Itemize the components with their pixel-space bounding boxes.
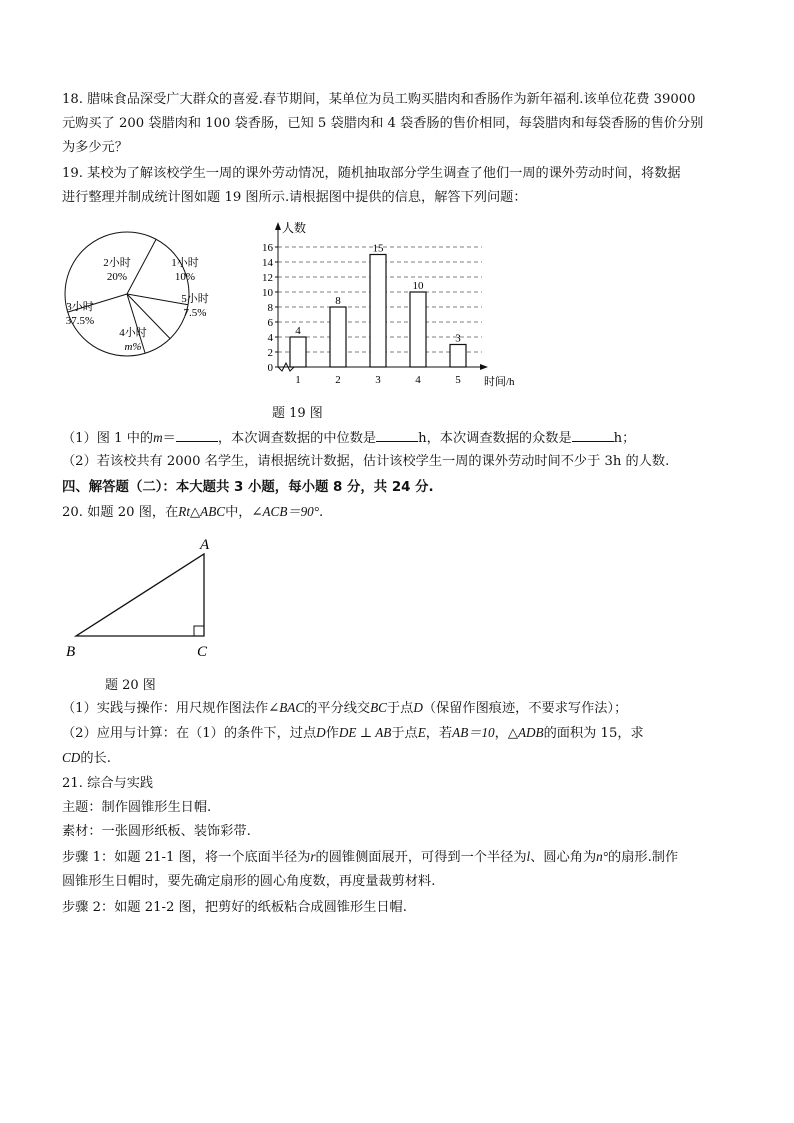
x-tick-label: 2 bbox=[335, 374, 341, 386]
pie-slice-value: 20% bbox=[106, 271, 128, 283]
y-tick-label: 2 bbox=[267, 347, 273, 359]
q18-line2: 元购买了 200 袋腊肉和 100 袋香肠，已知 5 袋腊肉和 4 袋香肠的售价相同，每袋腊肉和每袋香肠的售价分别 bbox=[62, 116, 704, 131]
q20-sub1: （1）实践与操作：用尺规作图法作∠BAC的平分线交BC于点D（保留作图痕迹，不要求写作法）； bbox=[62, 700, 628, 716]
label-b: B bbox=[66, 644, 76, 660]
answer-blank-median[interactable] bbox=[376, 427, 418, 442]
label-c: C bbox=[197, 644, 208, 660]
x-axis-label: 时间/h bbox=[484, 376, 515, 388]
y-tick-label: 4 bbox=[267, 332, 273, 344]
x-tick-label: 5 bbox=[455, 374, 461, 386]
bar bbox=[410, 292, 426, 367]
bar-data-label: 10 bbox=[412, 280, 424, 292]
q21-theme: 主题：制作圆锥形生日帽. bbox=[62, 800, 212, 815]
y-tick-label: 6 bbox=[267, 317, 273, 329]
x-tick-label: 1 bbox=[295, 374, 301, 386]
section4-heading: 四、解答题（二）：本大题共 3 小题，每小题 8 分，共 24 分. bbox=[62, 480, 434, 495]
bar bbox=[450, 345, 466, 368]
bar-data-label: 15 bbox=[372, 242, 384, 255]
q19-line1: 19. 某校为了解该校学生一周的课外劳动情况，随机抽取部分学生调查了他们一周的课外劳动时间，将数据 bbox=[62, 166, 681, 181]
pie-slice-value: 37.5% bbox=[65, 315, 95, 327]
bar-data-label: 3 bbox=[455, 332, 461, 345]
pie-slice-label: 4小时 bbox=[119, 327, 147, 339]
q19-sub1: （1）图 1 中的m＝ ，本次调查数据的中位数是 h，本次调查数据的众数是 h； bbox=[62, 426, 732, 451]
pie-slice-label: 2小时 bbox=[103, 257, 131, 269]
bar-chart bbox=[250, 216, 540, 388]
pie-slice-divider-5 bbox=[127, 239, 156, 294]
bar bbox=[370, 255, 386, 368]
q21-step1: 步骤 1：如题 21-1 图，将一个底面半径为r的圆锥侧面展开，可得到一个半径为l、圆心角为n°的扇形.制作 bbox=[62, 849, 679, 865]
y-tick-label: 0 bbox=[267, 362, 273, 374]
y-axis-label: 人数 bbox=[282, 221, 307, 235]
triangle-figure bbox=[60, 532, 230, 662]
answer-blank-m[interactable] bbox=[176, 427, 218, 442]
right-angle-mark bbox=[194, 626, 204, 636]
q18-line1: 18. 腊味食品深受广大群众的喜爱.春节期间，某单位为员工购买腊肉和香肠作为新年福利.该单位花费 39000 bbox=[62, 92, 696, 107]
pie-slice-label: 1小时 bbox=[171, 257, 199, 269]
pie-slice-label: 3小时 bbox=[66, 301, 94, 313]
q20-intro: 20. 如题 20 图，在Rt△ABC中，∠ACB＝90°. bbox=[62, 504, 324, 520]
x-tick-label: 4 bbox=[415, 374, 421, 386]
pie-slice-value: 10% bbox=[174, 271, 196, 283]
q19-sub2: （2）若该校共有 2000 名学生，请根据统计数据，估计该校学生一周的课外劳动时间不少于 3h 的人数. bbox=[62, 454, 670, 469]
q21-step2: 步骤 2：如题 21-2 图，把剪好的纸板粘合成圆锥形生日帽. bbox=[62, 900, 407, 915]
y-tick-label: 12 bbox=[262, 272, 273, 284]
y-tick-label: 8 bbox=[267, 302, 273, 314]
triangle-abc bbox=[76, 554, 204, 636]
q19-figure-caption: 题 19 图 bbox=[272, 406, 323, 421]
answer-blank-mode[interactable] bbox=[572, 427, 614, 442]
q19-line2: 进行整理并制成统计图如题 19 图所示.请根据图中提供的信息，解答下列问题： bbox=[62, 190, 527, 205]
q21-material: 素材：一张圆形纸板、装饰彩带. bbox=[62, 824, 251, 839]
q20-sub2: （2）应用与计算：在（1）的条件下，过点D作DE ⊥ AB于点E，若AB＝10，△ADB的面积为 15，求 bbox=[62, 725, 644, 741]
bar-data-label: 8 bbox=[335, 295, 341, 307]
q21-step1-line2: 圆锥形生日帽时，要先确定扇形的圆心角度数，再度量裁剪材料. bbox=[62, 874, 436, 889]
q20-figure-caption: 题 20 图 bbox=[105, 678, 156, 693]
pie-slice-value: m% bbox=[124, 341, 142, 353]
q21-title: 21. 综合与实践 bbox=[62, 776, 154, 791]
bar bbox=[290, 337, 306, 367]
bar bbox=[330, 307, 346, 367]
bar-data-label: 4 bbox=[295, 325, 301, 337]
q20-sub2-line2: CD的长. bbox=[62, 750, 111, 766]
x-axis-arrow bbox=[480, 364, 488, 370]
pie-slice-label: 5小时 bbox=[181, 293, 209, 305]
pie-slice-value: 7.5% bbox=[183, 307, 207, 319]
q18-line3: 为多少元？ bbox=[62, 140, 128, 155]
pie-chart bbox=[62, 218, 209, 368]
x-tick-label: 3 bbox=[375, 374, 381, 386]
y-tick-label: 14 bbox=[262, 257, 273, 269]
label-a: A bbox=[200, 537, 210, 553]
y-axis-arrow bbox=[275, 222, 281, 230]
y-tick-label: 16 bbox=[262, 242, 273, 254]
y-tick-label: 10 bbox=[262, 287, 273, 299]
